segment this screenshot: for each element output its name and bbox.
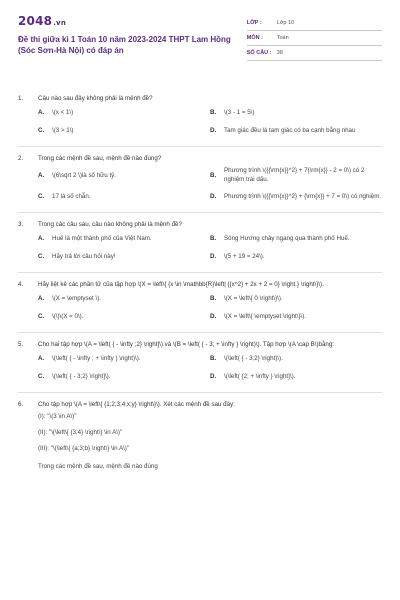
question-text: Trong các câu sau, câu nào không phải là mệnh đề?	[38, 221, 182, 228]
question-text: Câu nào sau đây không phải là mệnh đề?	[38, 95, 153, 102]
meta-row-class	[247, 16, 382, 31]
question-list	[18, 94, 382, 471]
question-text: Hãy liệt kê các phần tử của tập hợp \(X = \left\{ {x \in \mathbb{R}\left| {{x^2} + 2x + 2 = 0} \right.} \right\}\).	[38, 281, 324, 288]
question-text: Cho tập hợp \(A = \left\{ {1;2;3;4;x;y} \right\}\). Xét các mệnh đề sau đây:	[38, 401, 235, 408]
meta-value: Lớp 10	[276, 20, 295, 26]
meta-label: MÔN :	[246, 35, 263, 41]
option-d[interactable]: D. \(5 + 19 = 24\).	[210, 252, 265, 260]
question-text: Cho hai tập hợp \(A = \left( { - \infty ;2} \right]\) và \(B = \left( { - 3; + \infty } \right)\). Tập hợp \(A \cap B\)bằng:	[38, 341, 335, 348]
answer-options	[38, 349, 382, 385]
question-followup: Trong các mệnh đề sau, mệnh đề nào đúng	[38, 463, 158, 470]
question-number: 1.	[18, 95, 24, 102]
header-left	[18, 14, 247, 56]
question-1	[18, 94, 382, 139]
option-c[interactable]: C. Hãy trả lời câu hỏi này!	[38, 252, 116, 260]
option-b[interactable]: B. \(\left( { - 3;2} \right)\).	[210, 354, 283, 362]
option-b[interactable]: B. Phương trình \({{\rm{x}}^2} + 7{\rm{x}} - 2 = 0\) có 2 nghiệm trái dấu.	[210, 167, 365, 183]
option-b[interactable]: B. Sông Hương chảy ngang qua thành phố Huế.	[210, 234, 350, 242]
answer-options	[38, 289, 382, 325]
question-5	[18, 340, 382, 385]
option-b[interactable]: B. \(3 - 1 = 5\)	[210, 108, 255, 116]
question-6	[18, 400, 382, 471]
answer-options	[38, 163, 382, 205]
statement-1: (I): "\(3 \in A\)"	[38, 413, 77, 420]
meta-label: SỐ CÂU :	[246, 50, 272, 56]
option-c[interactable]: C. \(\left( { - 3;2} \right]\).	[38, 372, 111, 380]
answer-options	[38, 229, 382, 265]
divider	[18, 272, 382, 273]
divider	[18, 332, 382, 333]
exam-meta	[247, 16, 382, 61]
question-number: 3.	[18, 221, 24, 228]
option-a[interactable]: A. Huế là một thành phố của Việt Nam.	[38, 234, 152, 242]
option-a[interactable]: A. \(X = \emptyset \).	[38, 294, 101, 302]
meta-value: Toán	[276, 35, 289, 41]
header	[18, 14, 382, 74]
meta-label: LỚP :	[246, 20, 262, 26]
question-number: 2.	[18, 155, 24, 162]
option-d[interactable]: D. Tam giác đều là tam giác có ba cạnh bằng nhau	[210, 126, 356, 134]
site-logo[interactable]: 2048.vn	[18, 14, 67, 28]
meta-row-count	[247, 46, 382, 61]
question-number: 4.	[18, 281, 24, 288]
answer-options	[38, 103, 382, 139]
option-c[interactable]: C. \(\)\(X = 0\).	[38, 312, 84, 320]
question-3	[18, 220, 382, 265]
question-4	[18, 280, 382, 325]
question-number: 6.	[18, 401, 24, 408]
statement-3: (III): "\(\left\{ {a;3;b} \right\} \in A\)"	[38, 445, 130, 452]
divider	[18, 146, 382, 147]
exam-title: Đề thi giữa kì 1 Toán 10 năm 2023-2024 THPT Lam Hồng (Sóc Sơn-Hà Nội) có đáp án	[18, 35, 231, 55]
divider	[18, 392, 382, 393]
option-d[interactable]: D. \(X = \left\{ \emptyset \right\}\).	[210, 312, 307, 320]
option-b[interactable]: B. \(X = \left\{ 0 \right\}\).	[210, 294, 283, 302]
option-a[interactable]: A. \(6\sqrt 2 \)là số hữu tỷ.	[38, 171, 116, 179]
option-a[interactable]: A. \(x < 1\)	[38, 108, 74, 116]
question-text: Trong các mệnh đề sau, mệnh đề nào đúng?	[38, 155, 162, 162]
option-d[interactable]: D. \(\left( {2; + \infty } \right]\).	[210, 372, 296, 380]
option-c[interactable]: C. \(3 > 1\)	[38, 126, 74, 134]
meta-value: 38	[276, 50, 283, 56]
option-c[interactable]: C. 17 là số chẵn.	[38, 192, 91, 200]
statement-2: (II): "\(\left\{ {3;4} \right\} \in A\)"	[38, 429, 123, 436]
divider	[18, 212, 382, 213]
question-2	[18, 154, 382, 205]
option-d[interactable]: D. Phương trình \({{\rm{x}}^2} + {\rm{x}} + 7 = 0\) có nghiệm.	[210, 192, 382, 200]
meta-row-subject	[247, 31, 382, 46]
option-a[interactable]: A. \(\left( { - \infty ; + \infty } \right)\).	[38, 354, 141, 362]
question-number: 5.	[18, 341, 24, 348]
